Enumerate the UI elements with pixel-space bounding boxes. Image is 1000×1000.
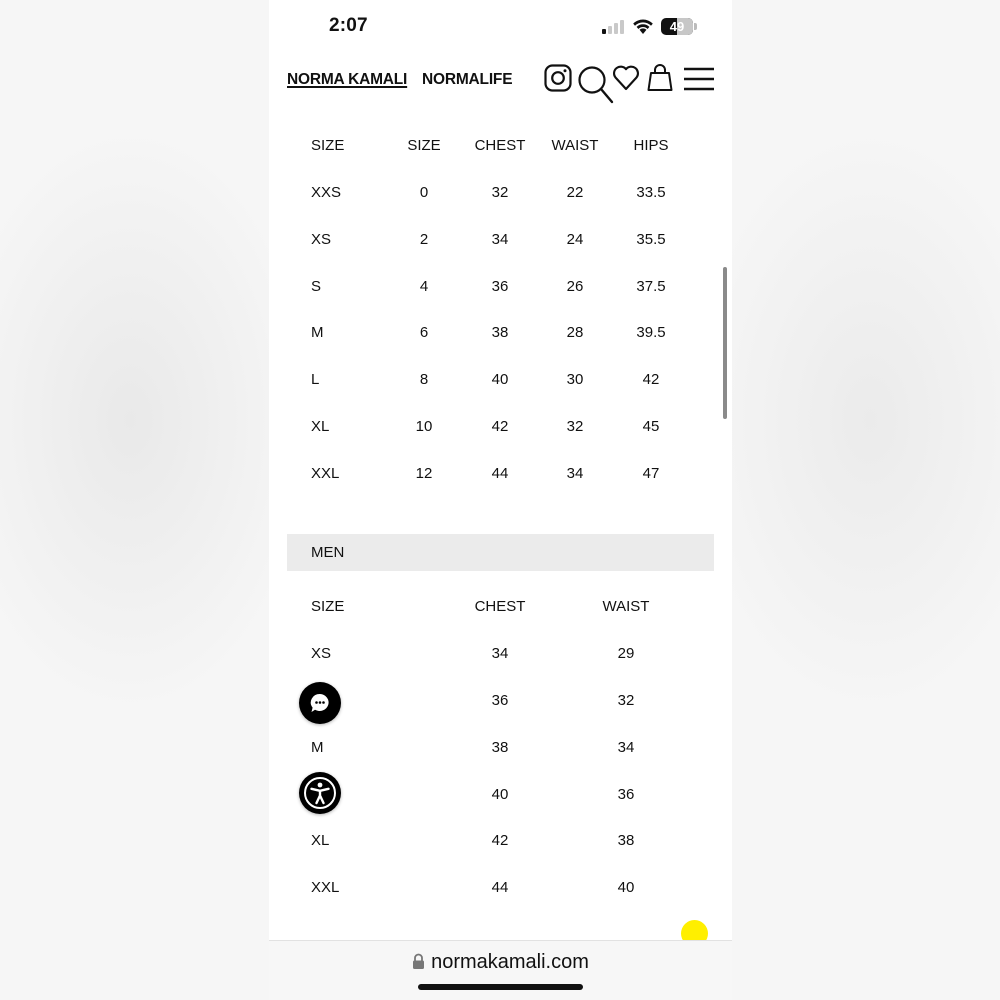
row-size: L <box>311 371 320 388</box>
men-section-title: MEN <box>311 544 345 561</box>
row-hips: 47 <box>642 465 660 482</box>
row-size: M <box>311 739 324 756</box>
row-chest: 44 <box>491 879 509 896</box>
women-header-waist: WAIST <box>551 137 599 154</box>
women-header-size: SIZE <box>311 137 345 154</box>
lock-icon <box>412 953 425 970</box>
battery-nub <box>694 23 697 30</box>
menu-icon[interactable] <box>683 62 715 92</box>
row-numeric-size: 8 <box>419 371 429 388</box>
browser-address-bar[interactable] <box>269 940 732 1000</box>
row-numeric-size: 12 <box>415 465 433 482</box>
men-section-header[interactable] <box>287 534 714 571</box>
search-icon[interactable] <box>577 62 614 104</box>
row-chest: 38 <box>491 739 509 756</box>
row-waist: 26 <box>566 278 584 295</box>
row-size: XL <box>311 832 330 849</box>
women-header-hips: HIPS <box>633 137 669 154</box>
row-chest: 34 <box>491 231 509 248</box>
row-size: M <box>311 324 324 341</box>
row-size: S <box>311 278 322 295</box>
row-waist: 22 <box>566 184 584 201</box>
row-chest: 36 <box>491 692 509 709</box>
row-chest: 38 <box>491 324 509 341</box>
row-waist: 24 <box>566 231 584 248</box>
row-chest: 42 <box>491 832 509 849</box>
url-display[interactable] <box>269 951 732 974</box>
row-hips: 42 <box>642 371 660 388</box>
row-hips: 35.5 <box>636 231 666 248</box>
row-waist: 36 <box>617 786 635 803</box>
row-hips: 33.5 <box>636 184 666 201</box>
row-waist: 32 <box>617 692 635 709</box>
brand-norma-kamali-link[interactable]: NORMA KAMALI <box>287 71 408 88</box>
battery-level: 49 <box>669 19 685 34</box>
brand-normalife-link[interactable]: NORMALIFE <box>422 71 513 88</box>
row-waist: 34 <box>617 739 635 756</box>
accessibility-icon <box>303 776 337 810</box>
accessibility-button[interactable] <box>299 772 341 814</box>
row-numeric-size: 6 <box>419 324 429 341</box>
row-chest: 34 <box>491 645 509 662</box>
chat-icon <box>309 692 331 714</box>
chat-button[interactable] <box>299 682 341 724</box>
row-size: XXL <box>311 879 340 896</box>
home-indicator[interactable] <box>418 984 583 990</box>
row-waist: 32 <box>566 418 584 435</box>
status-time: 2:07 <box>329 15 368 36</box>
row-waist: 29 <box>617 645 635 662</box>
row-numeric-size: 10 <box>415 418 433 435</box>
women-header-chest: CHEST <box>474 137 526 154</box>
cellular-signal-icon <box>602 20 626 34</box>
men-header-size: SIZE <box>311 598 345 615</box>
row-chest: 42 <box>491 418 509 435</box>
women-header-numeric-size: SIZE <box>407 137 441 154</box>
row-waist: 38 <box>617 832 635 849</box>
men-header-chest: CHEST <box>474 598 526 615</box>
men-header-waist: WAIST <box>602 598 650 615</box>
row-waist: 28 <box>566 324 584 341</box>
scrollbar[interactable] <box>723 267 727 419</box>
wifi-icon <box>632 17 654 35</box>
row-chest: 40 <box>491 371 509 388</box>
row-size: XS <box>311 231 332 248</box>
row-size: XS <box>311 645 332 662</box>
row-size: XXS <box>311 184 342 201</box>
row-hips: 45 <box>642 418 660 435</box>
row-waist: 40 <box>617 879 635 896</box>
shopping-bag-icon[interactable] <box>646 62 674 92</box>
row-size: XXL <box>311 465 340 482</box>
row-waist: 30 <box>566 371 584 388</box>
row-chest: 40 <box>491 786 509 803</box>
row-numeric-size: 0 <box>419 184 429 201</box>
row-waist: 34 <box>566 465 584 482</box>
row-numeric-size: 2 <box>419 231 429 248</box>
row-chest: 44 <box>491 465 509 482</box>
row-hips: 37.5 <box>636 278 666 295</box>
instagram-icon[interactable] <box>544 62 572 92</box>
battery-icon <box>661 18 693 35</box>
row-hips: 39.5 <box>636 324 666 341</box>
row-chest: 32 <box>491 184 509 201</box>
url-text: normakamali.com <box>431 951 589 973</box>
row-numeric-size: 4 <box>419 278 429 295</box>
row-chest: 36 <box>491 278 509 295</box>
row-size: XL <box>311 418 330 435</box>
phone-screen <box>269 0 732 1000</box>
heart-icon[interactable] <box>612 62 640 92</box>
